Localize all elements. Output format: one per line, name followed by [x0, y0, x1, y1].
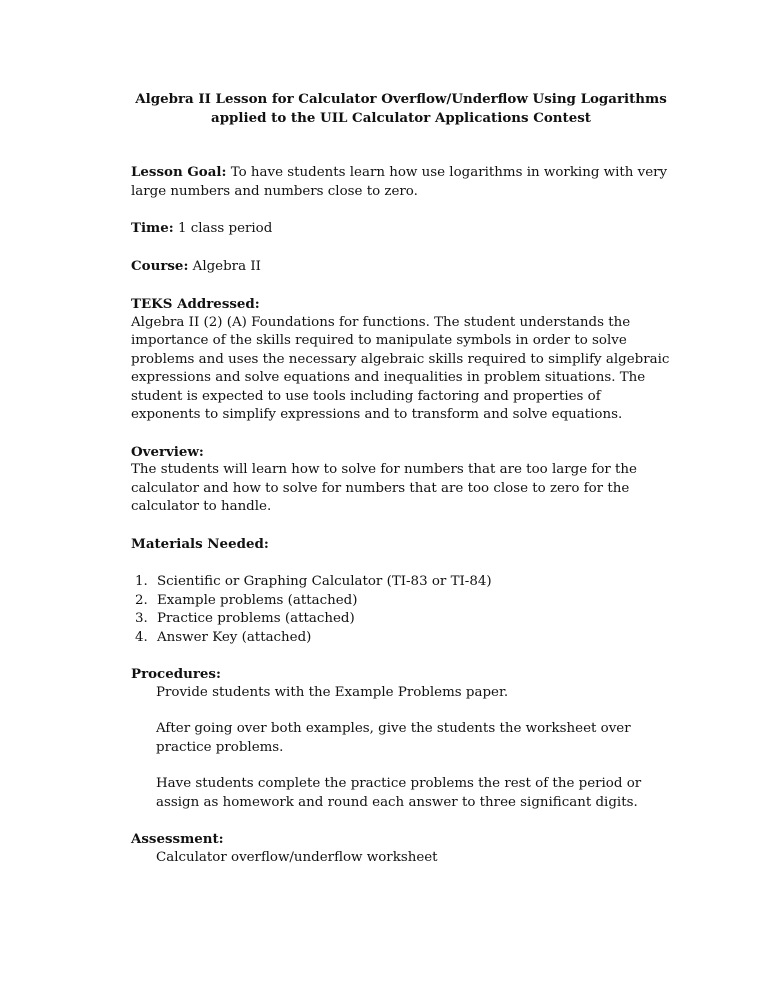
lesson-goal-section [131, 163, 671, 201]
list-item-text: Scientific or Graphing Calculator (TI-83 or TI-84) [157, 574, 492, 589]
teks-section [131, 295, 671, 425]
overview-text: The students will learn how to solve for numbers that are too large for the calculator and how to solve for numbers that are too close to zero for the calculator to handle. [131, 462, 637, 514]
procedures-section [131, 665, 671, 812]
document-content [131, 90, 671, 867]
materials-list [131, 573, 671, 647]
list-item [131, 629, 671, 648]
list-item-text: Answer Key (attached) [157, 629, 312, 645]
list-item-number: 3. [135, 611, 148, 626]
overview-section [131, 443, 671, 517]
materials-section [131, 535, 671, 648]
time-label: Time: [131, 220, 174, 236]
time-text: 1 class period [177, 221, 273, 236]
course-label: Course: [131, 257, 189, 274]
time-section [131, 219, 671, 239]
teks-heading: TEKS Addressed: [131, 296, 260, 312]
list-item [131, 573, 671, 592]
procedure-step-3: Have students complete the practice problems the rest of the period or assign as homework and round each answer to three significant digits. [156, 776, 642, 810]
title-line-1: Algebra II Lesson for Calculator Overflow/Underflow Using Logarithms [135, 91, 667, 107]
list-item-number: 4. [135, 629, 148, 645]
assessment-text: Calculator overflow/underflow worksheet [156, 849, 438, 865]
course-text: Algebra II [192, 258, 261, 274]
title-line-2: applied to the UIL Calculator Applications Contest [211, 110, 591, 126]
materials-heading: Materials Needed: [131, 535, 269, 552]
teks-text: Algebra II (2) (A) Foundations for functions. The student understands the importance of the skills required to manipulate symbols in order to solve problems and uses the necessary algebraic skills required to simplify algebraic expressions and solve equations and inequalities in problem situations. The student is expected to use tools including factoring and properties of exponents to simplify expressions and to transform and solve equations. [131, 314, 670, 422]
list-item-text: Practice problems (attached) [157, 611, 355, 626]
list-item [131, 592, 671, 611]
list-item-number: 2. [135, 592, 148, 608]
assessment-section [131, 830, 671, 867]
document-title [131, 90, 671, 128]
list-item-text: Example problems (attached) [157, 592, 358, 608]
list-item-number: 1. [135, 574, 148, 589]
procedure-step-2: After going over both examples, give the students the worksheet over practice problems. [156, 721, 631, 755]
overview-heading: Overview: [131, 443, 204, 460]
list-item [131, 610, 671, 629]
procedure-step-1: Provide students with the Example Problems paper. [156, 684, 509, 700]
procedures-heading: Procedures: [131, 666, 221, 682]
course-section [131, 257, 671, 277]
lesson-goal-label: Lesson Goal: [131, 164, 227, 180]
lesson-goal-text: To have students learn how use logarithms in working with very large numbers and numbers close to zero. [131, 165, 668, 199]
assessment-heading: Assessment: [131, 831, 224, 847]
